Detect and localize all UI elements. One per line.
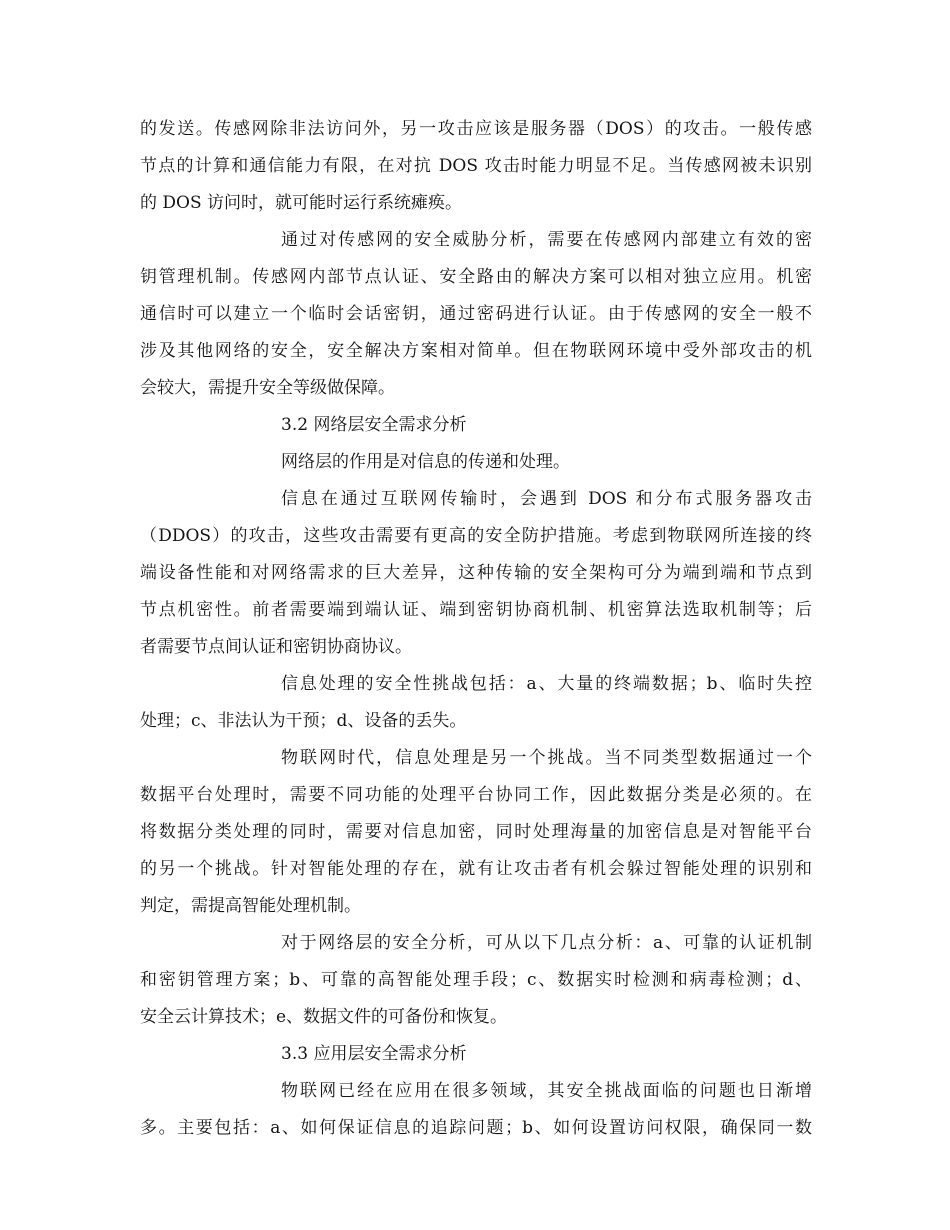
section-heading: 3.2 网络层安全需求分析 (281, 415, 467, 435)
paragraph-line: 信息在通过互联网传输时，会遇到 DOS 和分布式服务器攻击 (281, 489, 812, 509)
paragraph-line: 物联网时代，信息处理是另一个挑战。当不同类型数据通过一个 (281, 748, 812, 768)
paragraph-line: 端设备性能和对网络需求的巨大差异，这种传输的安全架构可分为端到端和节点到 (140, 563, 812, 583)
paragraph-line: 数据平台处理时，需要不同功能的处理平台协同工作，因此数据分类是必须的。在 (140, 785, 812, 805)
paragraph-line: 信息处理的安全性挑战包括：a、大量的终端数据；b、临时失控 (281, 674, 812, 694)
paragraph-line: 多。主要包括：a、如何保证信息的追踪问题；b、如何设置访问权限，确保同一数 (140, 1118, 812, 1138)
paragraph-line: 的发送。传感网除非法访问外，另一攻击应该是服务器（DOS）的攻击。一般传感 (140, 119, 812, 139)
paragraph-line: 会较大，需提升安全等级做保障。 (140, 378, 395, 398)
paragraph-line: 处理；c、非法认为干预；d、设备的丢失。 (140, 711, 467, 731)
paragraph-line: 者需要节点间认证和密钥协商协议。 (140, 637, 412, 657)
paragraph-line: 物联网已经在应用在很多领域，其安全挑战面临的问题也日渐增 (281, 1081, 812, 1101)
paragraph-line: 的 DOS 访问时，就可能时运行系统瘫痪。 (140, 193, 463, 213)
paragraph-line: 安全云计算技术；e、数据文件的可备份和恢复。 (140, 1007, 508, 1027)
paragraph-line: 和密钥管理方案；b、可靠的高智能处理手段；c、数据实时检测和病毒检测；d、 (140, 970, 812, 990)
paragraph-line: （DDOS）的攻击，这些攻击需要有更高的安全防护措施。考虑到物联网所连接的终 (140, 526, 812, 546)
paragraph-line: 通过对传感网的安全威胁分析，需要在传感网内部建立有效的密 (281, 230, 812, 250)
paragraph-line: 通信时可以建立一个临时会话密钥，通过密码进行认证。由于传感网的安全一般不 (140, 304, 812, 324)
paragraph-line: 判定，需提高智能处理机制。 (140, 896, 361, 916)
paragraph-line: 将数据分类处理的同时，需要对信息加密，同时处理海量的加密信息是对智能平台 (140, 822, 812, 842)
paragraph-line: 网络层的作用是对信息的传递和处理。 (281, 452, 570, 472)
paragraph-line: 对于网络层的安全分析，可从以下几点分析：a、可靠的认证机制 (281, 933, 812, 953)
paragraph-line: 的另一个挑战。针对智能处理的存在，就有让攻击者有机会躲过智能处理的识别和 (140, 859, 812, 879)
paragraph-line: 节点的计算和通信能力有限，在对抗 DOS 攻击时能力明显不足。当传感网被未识别 (140, 156, 812, 176)
paragraph-line: 涉及其他网络的安全，安全解决方案相对简单。但在物联网环境中受外部攻击的机 (140, 341, 812, 361)
paragraph-line: 钥管理机制。传感网内部节点认证、安全路由的解决方案可以相对独立应用。机密 (140, 267, 812, 287)
paragraph-line: 节点机密性。前者需要端到端认证、端到密钥协商机制、机密算法选取机制等；后 (140, 600, 812, 620)
section-heading: 3.3 应用层安全需求分析 (281, 1044, 467, 1064)
